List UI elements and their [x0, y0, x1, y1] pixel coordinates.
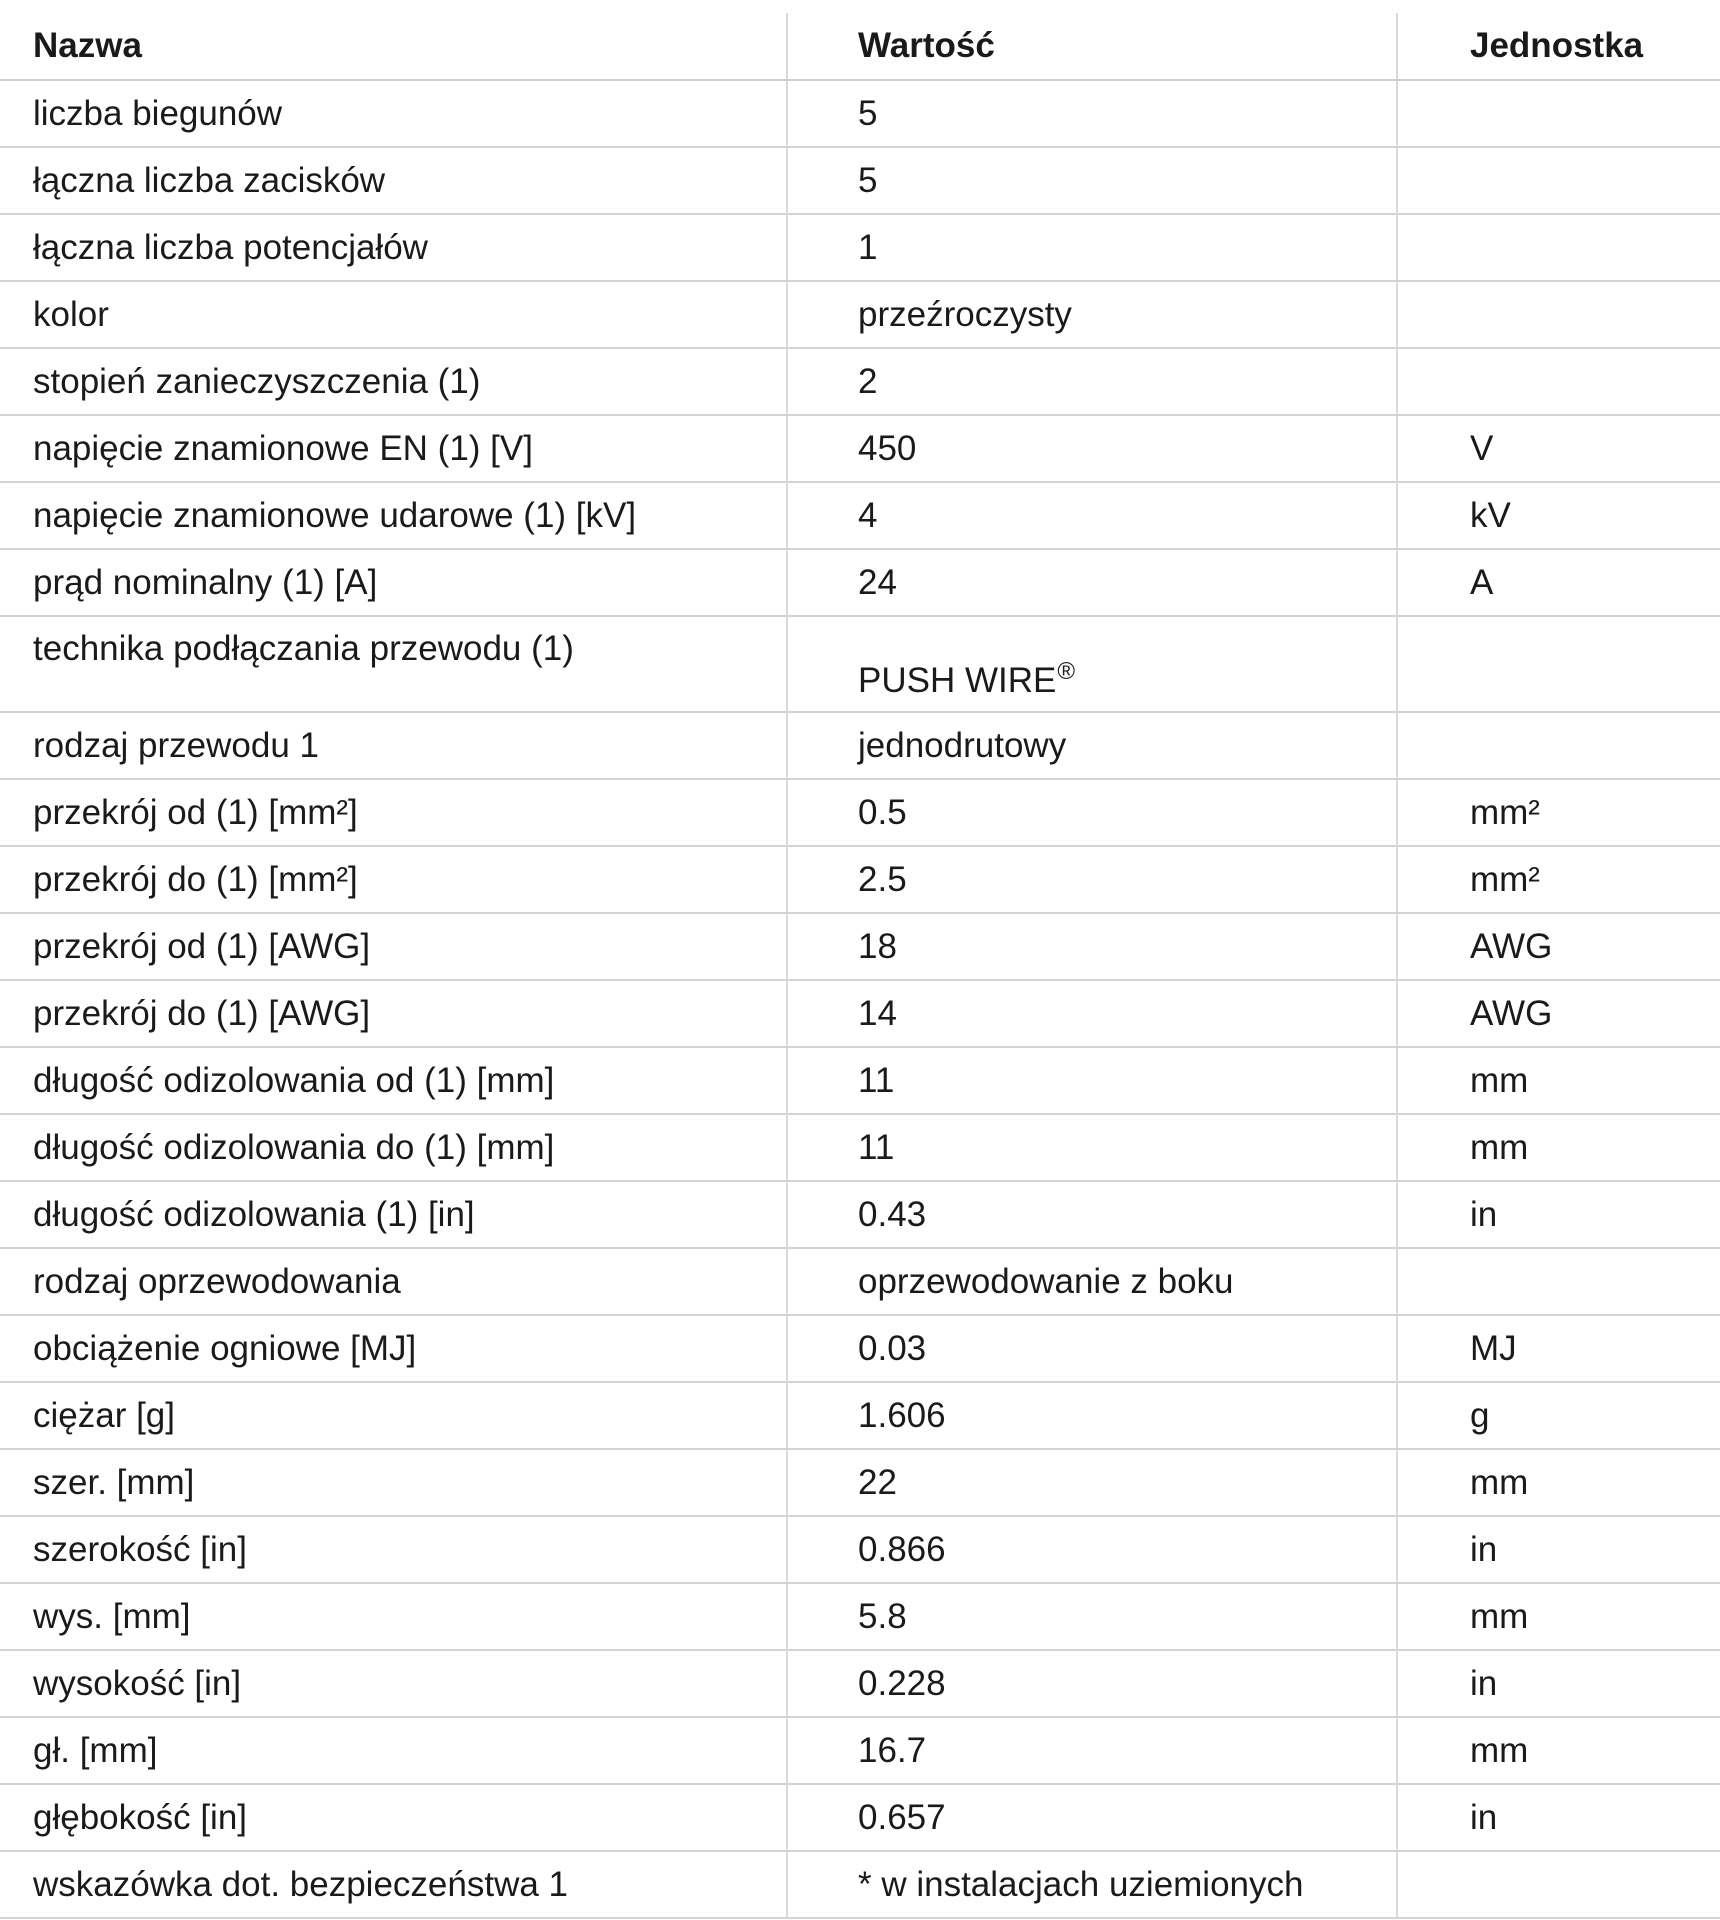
row-value: 5 [787, 147, 1397, 214]
row-value-text: PUSH WIRE [858, 661, 1057, 700]
table-row [0, 1583, 1720, 1650]
table-row [0, 779, 1720, 846]
row-name: technika podłączania przewodu (1) [0, 616, 787, 712]
row-name: wys. [mm] [0, 1583, 787, 1650]
row-name: kolor [0, 281, 787, 348]
row-name: przekrój od (1) [AWG] [0, 913, 787, 980]
row-value: 2.5 [787, 846, 1397, 913]
row-value: 16.7 [787, 1717, 1397, 1784]
row-unit: mm [1397, 1047, 1720, 1114]
row-unit [1397, 712, 1720, 779]
row-unit [1397, 147, 1720, 214]
row-value: 5.8 [787, 1583, 1397, 1650]
row-unit: mm [1397, 1114, 1720, 1181]
row-value [787, 616, 1397, 712]
table-row [0, 1047, 1720, 1114]
row-unit: kV [1397, 482, 1720, 549]
spec-table [0, 13, 1720, 1919]
row-unit: mm² [1397, 846, 1720, 913]
row-unit: MJ [1397, 1315, 1720, 1382]
row-value: 0.657 [787, 1784, 1397, 1851]
row-unit [1397, 616, 1720, 712]
table-row [0, 1181, 1720, 1248]
table-row [0, 1784, 1720, 1851]
header-name: Nazwa [0, 13, 787, 80]
row-value: 22 [787, 1449, 1397, 1516]
row-name: liczba biegunów [0, 80, 787, 147]
row-unit [1397, 214, 1720, 281]
row-unit: A [1397, 549, 1720, 616]
row-unit [1397, 80, 1720, 147]
row-name: łączna liczba potencjałów [0, 214, 787, 281]
row-value: oprzewodowanie z boku [787, 1248, 1397, 1315]
row-name: przekrój od (1) [mm²] [0, 779, 787, 846]
row-name: głębokość [in] [0, 1784, 787, 1851]
row-name: długość odizolowania do (1) [mm] [0, 1114, 787, 1181]
table-row [0, 712, 1720, 779]
row-name: wskazówka dot. bezpieczeństwa 1 [0, 1851, 787, 1918]
row-value: 1 [787, 214, 1397, 281]
row-unit: in [1397, 1516, 1720, 1583]
row-name: rodzaj przewodu 1 [0, 712, 787, 779]
table-row [0, 1717, 1720, 1784]
row-name: długość odizolowania (1) [in] [0, 1181, 787, 1248]
header-unit: Jednostka [1397, 13, 1720, 80]
row-unit: g [1397, 1382, 1720, 1449]
row-name: napięcie znamionowe udarowe (1) [kV] [0, 482, 787, 549]
table-row [0, 281, 1720, 348]
row-value: 11 [787, 1114, 1397, 1181]
row-unit: mm [1397, 1449, 1720, 1516]
row-value: 0.43 [787, 1181, 1397, 1248]
table-row [0, 549, 1720, 616]
row-unit: AWG [1397, 913, 1720, 980]
row-value: 0.228 [787, 1650, 1397, 1717]
row-value: przeźroczysty [787, 281, 1397, 348]
row-unit: mm² [1397, 779, 1720, 846]
row-unit [1397, 348, 1720, 415]
table-row [0, 980, 1720, 1047]
row-unit [1397, 281, 1720, 348]
row-unit: mm [1397, 1717, 1720, 1784]
row-name: szer. [mm] [0, 1449, 787, 1516]
table-row [0, 1114, 1720, 1181]
table-row [0, 1650, 1720, 1717]
row-unit: mm [1397, 1583, 1720, 1650]
row-value: 2 [787, 348, 1397, 415]
table-row [0, 1851, 1720, 1918]
row-value: 450 [787, 415, 1397, 482]
row-value: 0.5 [787, 779, 1397, 846]
row-value: 0.866 [787, 1516, 1397, 1583]
table-row [0, 846, 1720, 913]
row-unit: in [1397, 1784, 1720, 1851]
table-row [0, 1449, 1720, 1516]
row-name: długość odizolowania od (1) [mm] [0, 1047, 787, 1114]
table-row [0, 1248, 1720, 1315]
table-row [0, 616, 1720, 712]
registered-mark: ® [1057, 658, 1076, 686]
row-unit [1397, 1851, 1720, 1918]
row-value: 18 [787, 913, 1397, 980]
table-row [0, 1382, 1720, 1449]
table-row [0, 913, 1720, 980]
row-name: ciężar [g] [0, 1382, 787, 1449]
row-unit: AWG [1397, 980, 1720, 1047]
row-name: prąd nominalny (1) [A] [0, 549, 787, 616]
row-name: gł. [mm] [0, 1717, 787, 1784]
table-row [0, 348, 1720, 415]
table-row [0, 415, 1720, 482]
row-value: 0.03 [787, 1315, 1397, 1382]
table-row [0, 1516, 1720, 1583]
table-row [0, 214, 1720, 281]
table-row [0, 80, 1720, 147]
row-name: wysokość [in] [0, 1650, 787, 1717]
row-value: jednodrutowy [787, 712, 1397, 779]
row-unit [1397, 1248, 1720, 1315]
row-name: rodzaj oprzewodowania [0, 1248, 787, 1315]
row-value: 11 [787, 1047, 1397, 1114]
row-name: stopień zanieczyszczenia (1) [0, 348, 787, 415]
row-value: 4 [787, 482, 1397, 549]
row-name: obciążenie ogniowe [MJ] [0, 1315, 787, 1382]
row-value: * w instalacjach uziemionych [787, 1851, 1397, 1918]
row-value: 14 [787, 980, 1397, 1047]
row-unit: in [1397, 1181, 1720, 1248]
row-unit: in [1397, 1650, 1720, 1717]
row-name: napięcie znamionowe EN (1) [V] [0, 415, 787, 482]
row-name: przekrój do (1) [mm²] [0, 846, 787, 913]
table-row [0, 147, 1720, 214]
table-row [0, 482, 1720, 549]
header-row [0, 13, 1720, 80]
row-name: szerokość [in] [0, 1516, 787, 1583]
row-value: 24 [787, 549, 1397, 616]
row-name: przekrój do (1) [AWG] [0, 980, 787, 1047]
row-value: 5 [787, 80, 1397, 147]
row-name: łączna liczba zacisków [0, 147, 787, 214]
row-unit: V [1397, 415, 1720, 482]
header-value: Wartość [787, 13, 1397, 80]
row-value: 1.606 [787, 1382, 1397, 1449]
table-row [0, 1315, 1720, 1382]
